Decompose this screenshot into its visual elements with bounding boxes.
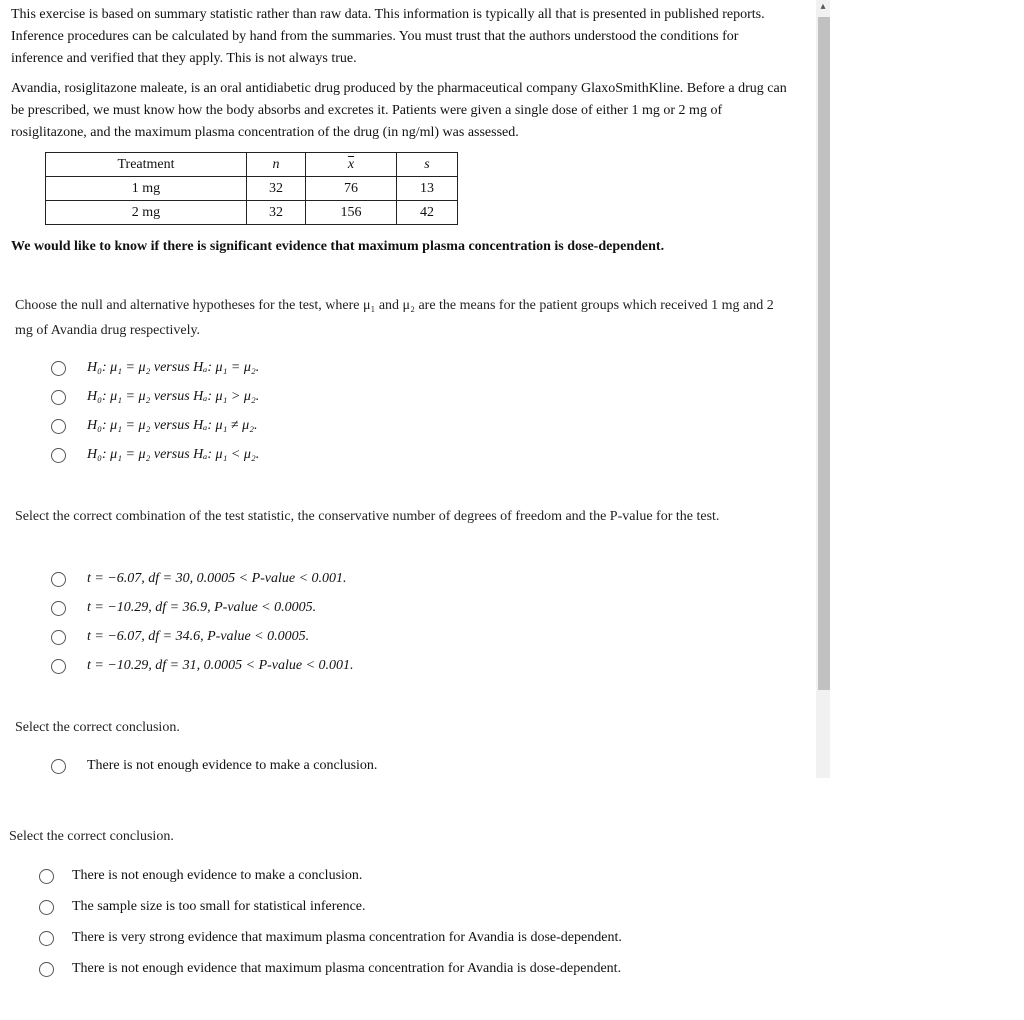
option-label: There is not enough evidence to make a conclusion. bbox=[72, 868, 363, 883]
radio-button[interactable] bbox=[51, 659, 66, 674]
radio-button[interactable] bbox=[39, 900, 54, 915]
option-label: t = −6.07, df = 34.6, P-value < 0.0005. bbox=[87, 629, 310, 644]
option-label: There is very strong evidence that maximum plasma concentration for Avandia is dose-dependent. bbox=[72, 930, 622, 945]
table-row bbox=[46, 201, 458, 225]
radio-button[interactable] bbox=[51, 572, 66, 587]
q3-prompt: Select the correct conclusion. bbox=[15, 720, 180, 735]
intro-paragraph-1: This exercise is based on summary statistic rather than raw data. This information is typically all that is presented in published reports. Inference procedures can be calculated by hand from the summaries. You must trust that the authors understood the conditions for inference and verified that they apply. This is not always true. bbox=[11, 7, 765, 66]
option-label: t = −6.07, df = 30, 0.0005 < P-value < 0.001. bbox=[87, 571, 347, 586]
table-row bbox=[46, 177, 458, 201]
cell-n: 32 bbox=[247, 201, 306, 225]
q1-prompt: Choose the null and alternative hypotheses for the test, where μ₁ and μ₂ are the means for the patient groups which received 1 mg and 2 mg of Avandia drug respectively. bbox=[15, 298, 774, 338]
cell-treatment: 1 mg bbox=[46, 177, 247, 201]
option-label: H₀: μ₁ = μ₂ versus Hₐ: μ₁ = μ₂. bbox=[87, 360, 260, 375]
option-label: t = −10.29, df = 36.9, P-value < 0.0005. bbox=[87, 600, 317, 615]
radio-button[interactable] bbox=[51, 601, 66, 616]
option-label: The sample size is too small for statistical inference. bbox=[72, 899, 366, 914]
table-header-row bbox=[46, 153, 458, 177]
q2-prompt: Select the correct combination of the test statistic, the conservative number of degrees of freedom and the P-value for the test. bbox=[15, 509, 720, 524]
cell-s: 13 bbox=[397, 177, 458, 201]
option-label: H₀: μ₁ = μ₂ versus Hₐ: μ₁ < μ₂. bbox=[87, 447, 260, 462]
option-label: H₀: μ₁ = μ₂ versus Hₐ: μ₁ > μ₂. bbox=[87, 389, 260, 404]
scrollbar[interactable] bbox=[816, 0, 830, 778]
header-treatment: Treatment bbox=[46, 153, 247, 177]
header-s: s bbox=[397, 153, 458, 177]
chevron-up-icon[interactable]: ▴ bbox=[820, 1, 826, 12]
radio-button[interactable] bbox=[51, 419, 66, 434]
radio-button[interactable] bbox=[39, 869, 54, 884]
radio-button[interactable] bbox=[51, 448, 66, 463]
scroll-thumb[interactable] bbox=[818, 17, 830, 690]
radio-button[interactable] bbox=[51, 390, 66, 405]
radio-button[interactable] bbox=[51, 759, 66, 774]
option-label: There is not enough evidence that maximum plasma concentration for Avandia is dose-dependent. bbox=[72, 961, 622, 976]
intro-paragraph-2: Avandia, rosiglitazone maleate, is an oral antidiabetic drug produced by the pharmaceutical company GlaxoSmithKline. Before a drug can be prescribed, we must know how the body absorbs and excretes it. Patients were given a single dose of either 1 mg or 2 mg of rosiglitazone, and the maximum plasma concentration of the drug (in ng/ml) was assessed. bbox=[11, 81, 787, 140]
summary-table bbox=[45, 152, 458, 225]
cell-treatment: 2 mg bbox=[46, 201, 247, 225]
option-label: There is not enough evidence to make a conclusion. bbox=[87, 758, 378, 773]
radio-button[interactable] bbox=[39, 931, 54, 946]
cell-xbar: 156 bbox=[306, 201, 397, 225]
cell-xbar: 76 bbox=[306, 177, 397, 201]
header-xbar: $\overline{x}$ bbox=[306, 153, 397, 177]
option-label: t = −10.29, df = 31, 0.0005 < P-value < 0.001. bbox=[87, 658, 354, 673]
radio-button[interactable] bbox=[51, 630, 66, 645]
radio-button[interactable] bbox=[39, 962, 54, 977]
header-n: n bbox=[247, 153, 306, 177]
option-label: H₀: μ₁ = μ₂ versus Hₐ: μ₁ ≠ μ₂. bbox=[87, 418, 258, 433]
radio-button[interactable] bbox=[51, 361, 66, 376]
cell-s: 42 bbox=[397, 201, 458, 225]
main-question: We would like to know if there is significant evidence that maximum plasma concentration is dose-dependent. bbox=[11, 239, 665, 254]
q4-prompt: Select the correct conclusion. bbox=[9, 829, 174, 844]
cell-n: 32 bbox=[247, 177, 306, 201]
